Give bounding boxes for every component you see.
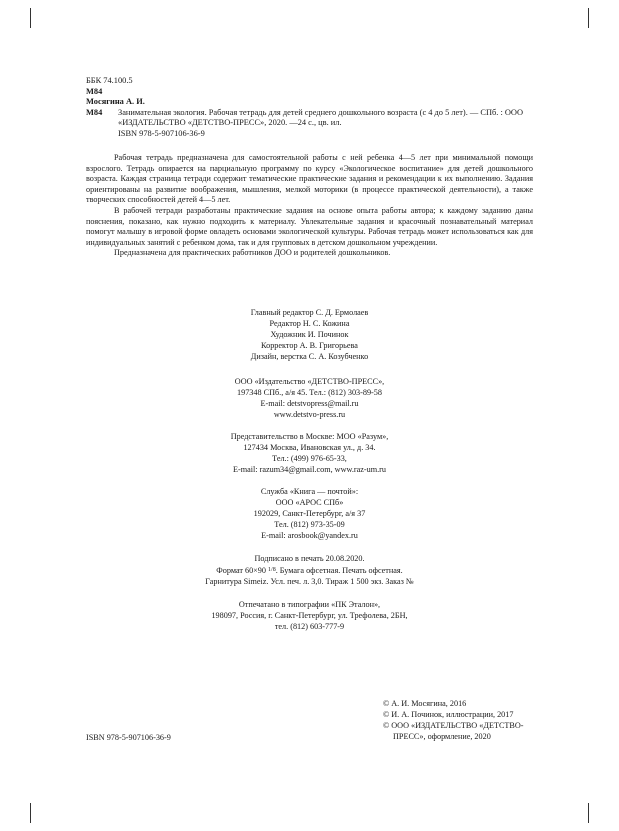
staff-credits: [0, 308, 619, 363]
publisher-address: 197348 СПб., а/я 45. Тел.: (812) 303-89-58: [237, 387, 382, 397]
format-fraction: 1/8: [268, 566, 276, 573]
typeface-line: Гарнитура Simeiz. Усл. печ. л. 3,0. Тираж 1 500 экз. Заказ №: [205, 576, 414, 586]
annotation-paragraph: Рабочая тетрадь предназначена для самостоятельной работы с ней ребенка 4—5 лет при минимальной помощи взрослого. Тетрадь опирается на парциальную программу по курсу «Экологическое воспитание» для детей дошкольного возраста. Каждая страница тетради содержит тематические практические задания и рекомендации к их выполнению. Задания ориентированы на развитие воображения, мышления, мелкой моторики (в процессе практической деятельности), а также творческих способностей детей 4—5 лет.: [86, 153, 533, 205]
mail-service-email: E-mail: arosbook@yandex.ru: [261, 530, 358, 540]
printing-house-address: 198097, Россия, г. Санкт-Петербург, ул. Трефолева, 2БН,: [211, 610, 408, 620]
format-prefix: Формат 60×90: [216, 565, 266, 575]
annotation: [86, 153, 533, 259]
entry-description: Занимательная экология. Рабочая тетрадь для детей среднего дошкольного возраста (с 4 до 5 лет). — СПб. : ООО «ИЗДАТЕЛЬСТВО «ДЕТСТВО-ПРЕСС», 2020. —24 с., цв. ил.: [118, 107, 524, 127]
crop-mark-bottom-left: [30, 803, 31, 823]
moscow-office-address: 127434 Москва, Ивановская ул., д. 34.: [243, 442, 376, 452]
copyright-block: [383, 699, 553, 743]
print-details: [0, 554, 619, 588]
entry-author-mark: М84: [86, 107, 103, 117]
crop-mark-top-right: [588, 8, 589, 28]
mail-service-title: Служба «Книга — почтой»:: [260, 487, 359, 496]
printing-house-phone: тел. (812) 603-777-9: [274, 621, 345, 631]
publisher-website: www.detstvo-press.ru: [273, 409, 346, 419]
copyright-publisher-continued: ПРЕСС», оформление, 2020: [393, 731, 491, 741]
mail-service-address: 192029, Санкт-Петербург, а/я 37: [253, 508, 366, 518]
annotation-paragraph: Предназначена для практических работников ДОО и родителей дошкольников.: [114, 248, 391, 258]
artist: Художник И. Починок: [270, 329, 349, 339]
author-name: Мосягина А. И.: [86, 97, 145, 106]
crop-mark-bottom-right: [588, 803, 589, 823]
publisher-info: [0, 377, 619, 421]
proofreader: Корректор А. В. Григорьева: [261, 340, 358, 350]
publisher-email: E-mail: detstvopress@mail.ru: [260, 398, 359, 408]
copyright-author: © А. И. Мосягина, 2016: [383, 699, 467, 708]
author-mark: М84: [86, 86, 103, 96]
annotation-paragraph: В рабочей тетради разработаны практические задания на основе опыта работы автора; к каждому заданию даны пояснения, показано, как нужно подходить к материалу. Увлекательные задания и красочный познавательный материал помогут малышу в игровой форме овладеть основами экологической культуры. Рабочая тетрадь может использоваться как для индивидуальных занятий с ребенком дома, так и для групповых в детском дошкольном учреждении.: [86, 205, 533, 247]
isbn-bottom: ISBN 978-5-907106-36-9: [86, 733, 171, 742]
bibliographic-record: [86, 76, 546, 139]
format-line: [0, 565, 619, 577]
copyright-publisher: © ООО «ИЗДАТЕЛЬСТВО «ДЕТСТВО-: [383, 720, 524, 730]
chief-editor: Главный редактор С. Д. Ермолаев: [250, 308, 369, 317]
editor: Редактор Н. С. Кожина: [269, 318, 350, 328]
crop-mark-top-left: [30, 8, 31, 28]
catalog-entry: [86, 108, 546, 140]
mail-service-phone: Тел. (812) 973-35-09: [274, 519, 345, 529]
printing-house: [0, 600, 619, 633]
moscow-office-name: Представительство в Москве: МОО «Разум»,: [230, 432, 389, 441]
bbk-code: ББК 74.100.5: [86, 76, 133, 85]
copyright-illustrations: © И. А. Починок, иллюстрации, 2017: [383, 709, 514, 719]
publisher-name: ООО «Издательство «ДЕТСТВО-ПРЕСС»,: [234, 377, 385, 386]
signed-to-print: Подписано в печать 20.08.2020.: [254, 554, 365, 563]
entry-isbn: ISBN 978-5-907106-36-9: [118, 128, 205, 138]
mail-service: [0, 487, 619, 542]
moscow-office-contacts: E-mail: razum34@gmail.com, www.raz-um.ru: [233, 464, 386, 474]
mail-service-company: ООО «АРОС СПб»: [275, 497, 344, 507]
printing-house-name: Отпечатано в типографии «ПК Эталон»,: [238, 600, 381, 609]
format-suffix: . Бумага офсетная. Печать офсетная.: [275, 565, 403, 575]
moscow-office: [0, 432, 619, 476]
designer: Дизайн, верстка С. А. Козубченко: [250, 351, 369, 361]
moscow-office-phone: Тел.: (499) 976-65-33,: [272, 453, 347, 463]
